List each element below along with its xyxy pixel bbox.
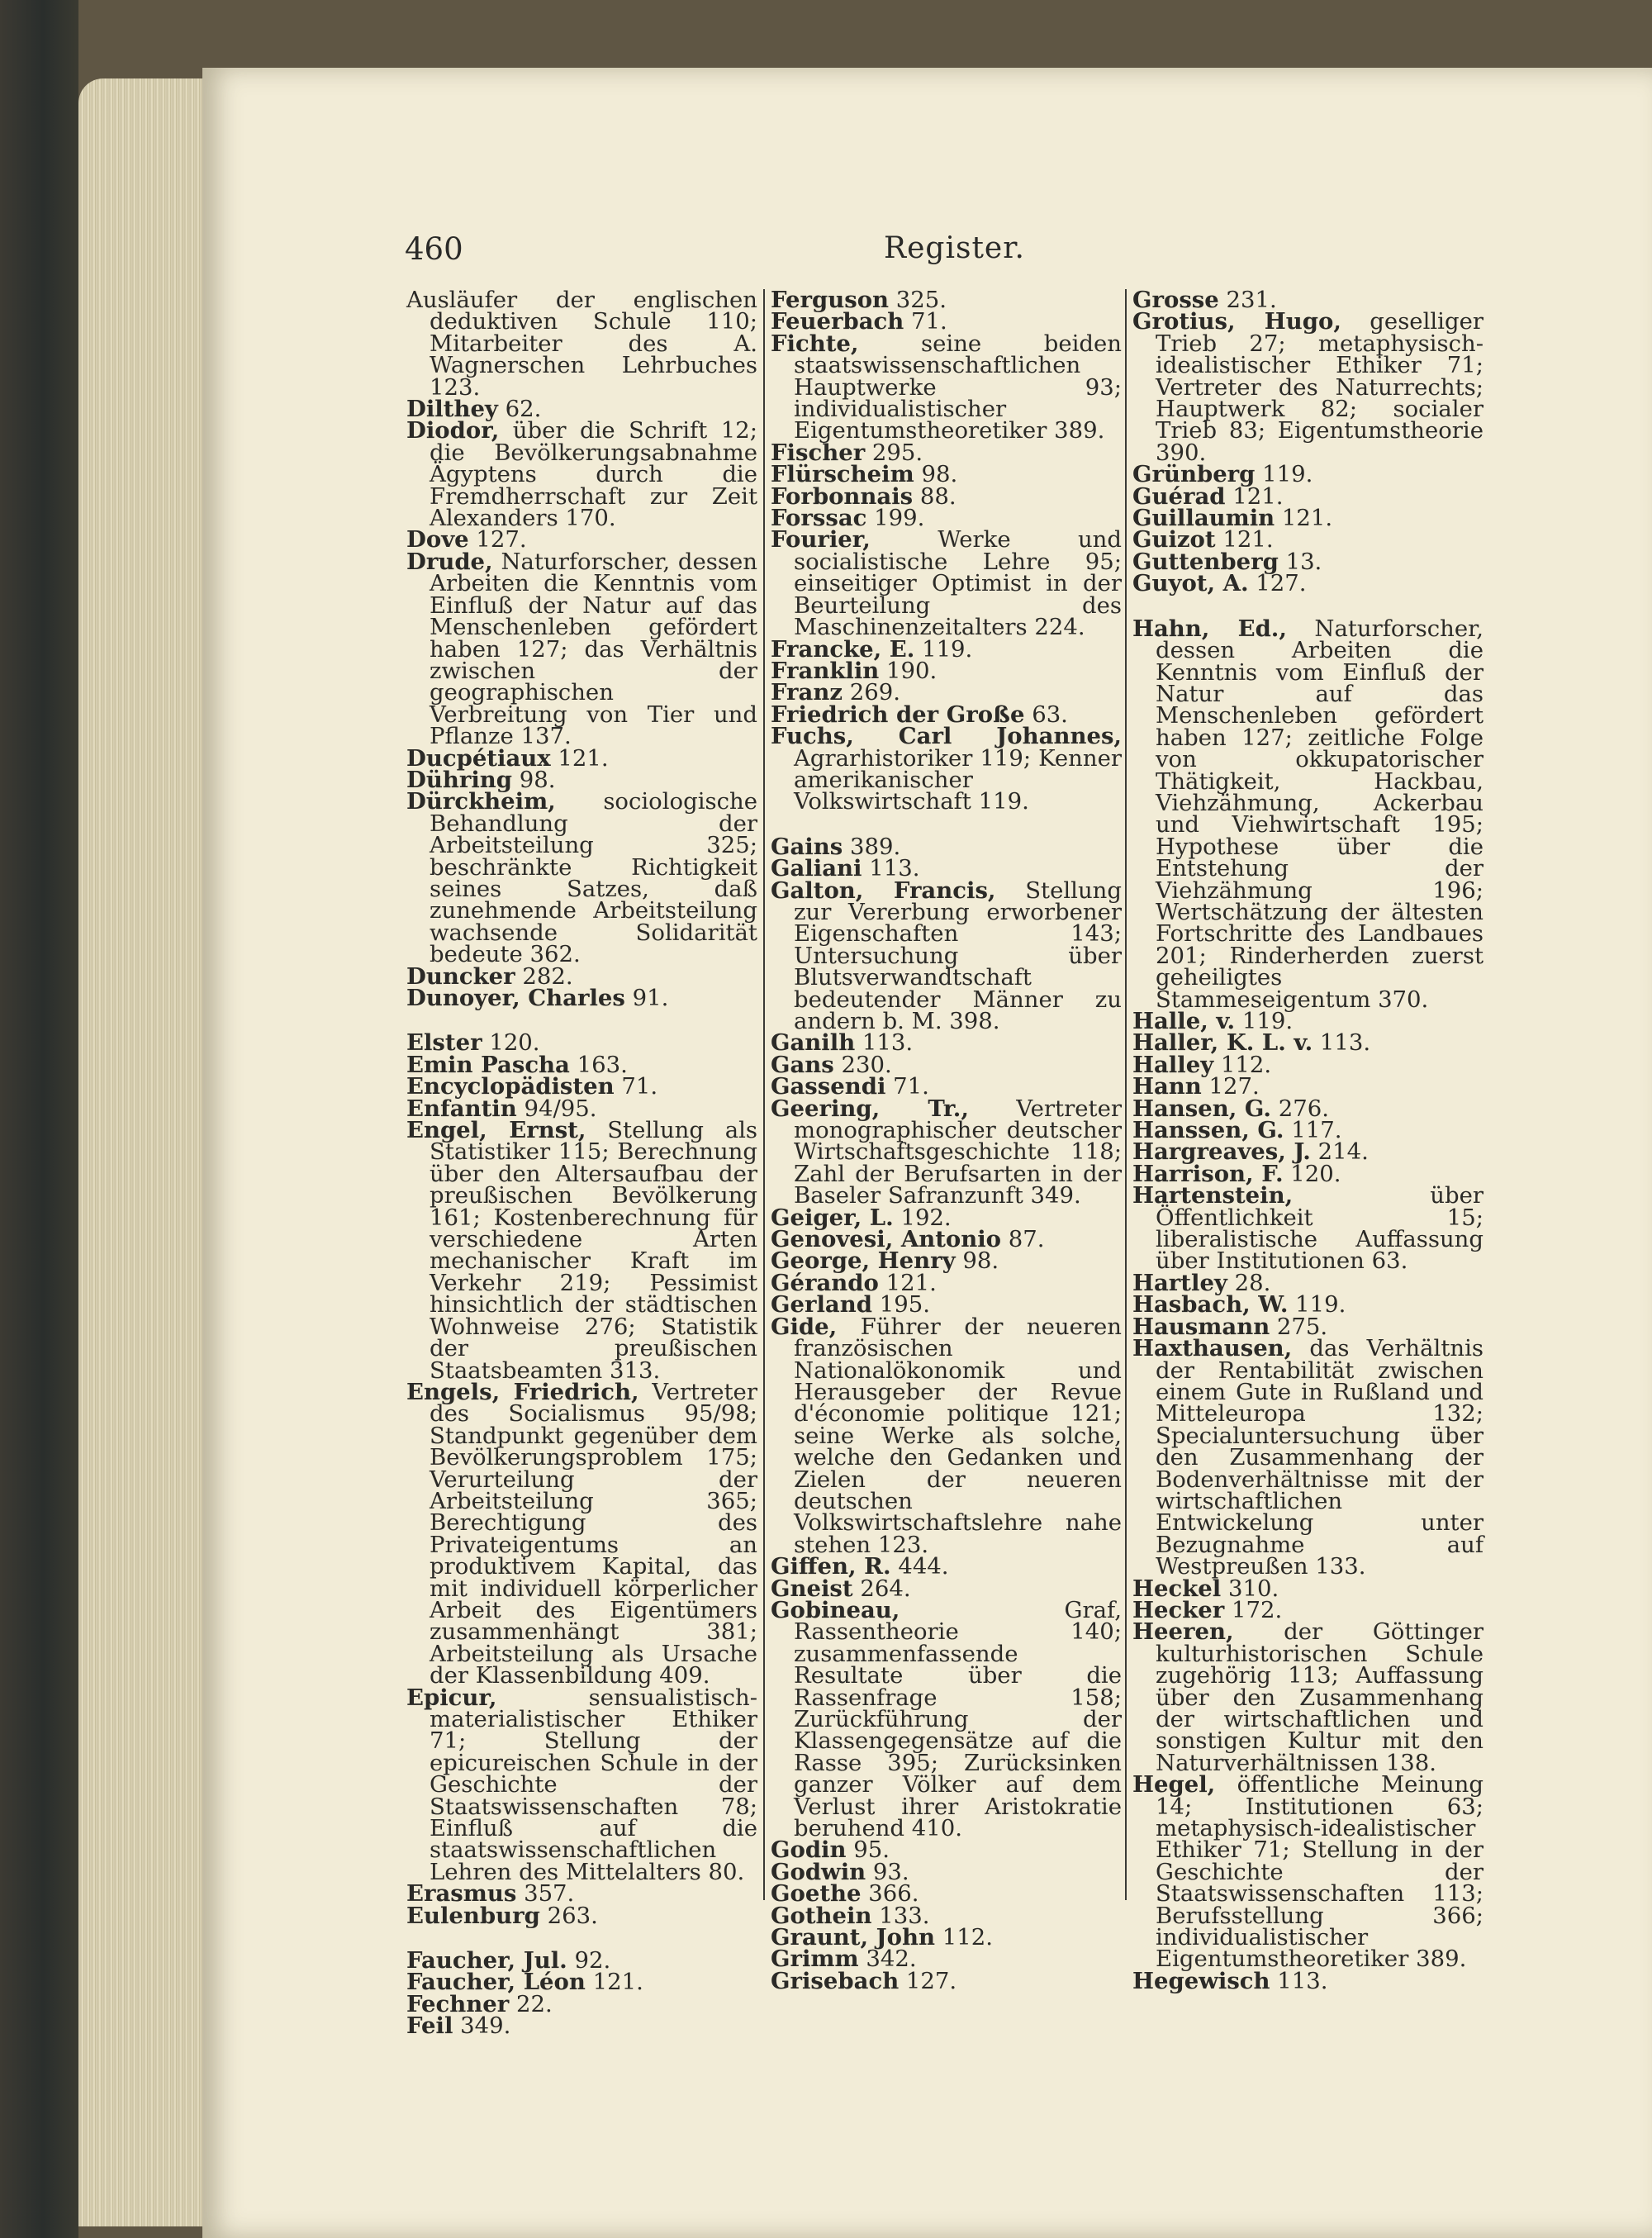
entry-headword: Hanssen, G.: [1132, 1117, 1284, 1144]
column-rule: [1125, 289, 1127, 1900]
entry-text: 133.: [871, 1902, 930, 1929]
entry-text: 214.: [1310, 1138, 1369, 1166]
entry-headword: Faucher, Jul.: [406, 1947, 567, 1974]
entry-text: 199.: [866, 505, 925, 532]
running-title: Register.: [884, 231, 1025, 265]
index-entry: [406, 287, 757, 401]
entry-text: 263.: [539, 1902, 598, 1929]
entry-text: 121.: [878, 1269, 937, 1296]
entry-headword: Ducpétiaux: [406, 744, 551, 772]
entry-headword: Geering, Tr.,: [771, 1095, 969, 1122]
entry-headword: Erasmus: [406, 1880, 517, 1908]
entry-text: Graf, Rassentheorie 140; zusammenfassende Resultate über die Rassenfrage 158; Zurückführung der Klassengegensätze auf die Rasse 395; Zurücksinken ganzer Völker auf dem Verlust ihrer Aristokratie beruhend 410.: [794, 1596, 1122, 1842]
index-entry: [406, 1378, 757, 1689]
entry-text: 119.: [1288, 1291, 1346, 1319]
entry-headword: Godwin: [771, 1858, 866, 1885]
entry-text: 113.: [1270, 1967, 1328, 1994]
entry-text: 121.: [550, 744, 609, 772]
entry-headword: Enfantin: [406, 1095, 517, 1122]
index-entry: [771, 1313, 1122, 1558]
entry-headword: Emin Pascha: [406, 1051, 570, 1078]
entry-text: 119.: [914, 635, 973, 663]
entry-text: 71.: [885, 1073, 929, 1100]
entry-text: 119.: [1235, 1008, 1294, 1034]
entry-text: 127.: [468, 526, 527, 554]
entry-headword: Hasbach, W.: [1132, 1291, 1289, 1319]
entry-text: Werke und socialistische Lehre 95; einseitiger Optimist in der Beurteilung des Maschinenzeitalters 224.: [794, 526, 1122, 641]
index-entry: [771, 1095, 1122, 1209]
entry-headword: Gans: [771, 1051, 834, 1078]
entry-headword: Fechner: [406, 1990, 510, 2017]
entry-headword: Hartley: [1132, 1269, 1227, 1296]
entry-text: 295.: [865, 439, 923, 466]
entry-headword: Gerland: [771, 1291, 872, 1319]
index-column-2: [771, 287, 1122, 1994]
entry-headword: Grisebach: [771, 1967, 900, 1994]
entry-headword: Epicur,: [406, 1684, 497, 1711]
entry-text: 357.: [516, 1880, 575, 1908]
index-entry: [1132, 615, 1484, 1013]
entry-text: 98.: [914, 461, 958, 488]
entry-headword: Hegel,: [1132, 1771, 1216, 1798]
entry-headword: Gobineau,: [771, 1596, 900, 1623]
entry-text: 71.: [904, 308, 947, 335]
entry-headword: Hansen, G.: [1132, 1095, 1271, 1122]
entry-text: 113.: [855, 1029, 914, 1057]
entry-headword: Hegewisch: [1132, 1967, 1270, 1994]
entry-headword: Diodor,: [406, 417, 500, 444]
entry-headword: Guyot, A.: [1132, 570, 1249, 597]
index-column-3: [1132, 287, 1484, 1994]
index-entry: [406, 1902, 757, 1929]
index-entry: [771, 1596, 1122, 1842]
entry-text: Stellung als Statistiker 115; Berechnung über den Altersaufbau der preußischen Bevölkerung 161; Kostenberechnung für verschiedene Arten mechanischer Kraft im Verkehr 219; Pessimist hinsichtlich der städtischen Wohnweise 276; Statistik der preußischen Staatsbeamten 313.: [430, 1117, 757, 1384]
entry-text: sociologische Behandlung der Arbeitsteilung 325; beschränkte Richtigkeit seines Satzes, daß zunehmende Arbeitsteilung wachsende Solidarität bedeute 362.: [430, 788, 757, 968]
entry-text: 92.: [567, 1947, 611, 1974]
entry-headword: Elster: [406, 1029, 482, 1057]
entry-text: 276.: [1271, 1095, 1329, 1122]
entry-headword: Flürscheim: [771, 461, 914, 488]
entry-headword: Gérando: [771, 1269, 879, 1296]
entry-text: Ausläufer der englischen deduktiven Schule 110; Mitarbeiter des A. Wagnerschen Lehrbuches 123.: [406, 287, 757, 401]
entry-headword: Haxthausen,: [1132, 1335, 1293, 1362]
entry-headword: Guérad: [1132, 482, 1226, 510]
entry-headword: Fuchs, Carl Johannes,: [771, 723, 1122, 750]
entry-headword: Gneist: [771, 1575, 853, 1602]
entry-headword: Encyclopädisten: [406, 1073, 615, 1100]
entry-text: 192.: [893, 1204, 952, 1231]
entry-text: Vertreter monographischer deutscher Wirtschaftsgeschichte 118; Zahl der Berufsarten in der Baseler Safranzunft 349.: [794, 1095, 1122, 1209]
section-gap: [1132, 595, 1483, 618]
entry-headword: Grotius, Hugo,: [1132, 308, 1341, 335]
entry-headword: Eulenburg: [406, 1902, 540, 1929]
entry-headword: Guttenberg: [1132, 548, 1279, 575]
entry-text: 113.: [862, 855, 920, 882]
entry-text: 127.: [899, 1967, 957, 1994]
entry-text: 195.: [871, 1291, 930, 1319]
entry-text: 112.: [1213, 1051, 1272, 1078]
entry-headword: Halle, v.: [1132, 1008, 1236, 1034]
section-gap: [771, 813, 1122, 836]
entry-headword: Grosse: [1132, 287, 1219, 313]
entry-headword: Duncker: [406, 962, 515, 990]
entry-headword: Gains: [771, 833, 843, 860]
entry-text: 93.: [866, 1858, 909, 1885]
entry-text: 121.: [1275, 505, 1333, 532]
entry-text: 120.: [482, 1029, 540, 1057]
entry-headword: Heckel: [1132, 1575, 1222, 1602]
index-entry: [1132, 1967, 1483, 1994]
entry-text: 28.: [1227, 1269, 1271, 1296]
entry-headword: Franklin: [771, 657, 880, 684]
entry-headword: Fischer: [771, 439, 866, 466]
entry-text: 269.: [842, 679, 900, 706]
entry-text: 113.: [1313, 1029, 1371, 1057]
entry-headword: Feil: [406, 2012, 453, 2040]
entry-text: der Göttinger kulturhistorischen Schule zugehörig 113; Auffassung über den Zusammenhang der wirtschaftlichen und sonstigen Kultur mit den Naturverhältnissen 138.: [1156, 1618, 1483, 1776]
entry-headword: Hecker: [1132, 1596, 1225, 1623]
page-edges: [78, 78, 202, 2226]
entry-text: 63.: [1024, 701, 1068, 728]
index-entry: [1132, 308, 1483, 466]
entry-headword: Heeren,: [1132, 1618, 1234, 1646]
entry-headword: Halley: [1132, 1051, 1214, 1078]
entry-headword: Galiani: [771, 855, 862, 882]
entry-text: Stellung zur Vererbung erworbener Eigenschaften 143; Untersuchung über Blutsverwandtschaft bedeutender Männer zu andern b. M. 398.: [794, 877, 1122, 1034]
entry-text: 98.: [512, 766, 556, 793]
index-entry: [406, 788, 757, 968]
index-entry: [1132, 1771, 1483, 1973]
entry-headword: Franz: [771, 679, 843, 706]
entry-headword: Forbonnais: [771, 482, 914, 510]
entry-headword: Dürckheim,: [406, 788, 556, 815]
entry-text: 88.: [913, 482, 957, 510]
entry-text: 163.: [569, 1051, 628, 1078]
index-entry: [406, 1684, 757, 1885]
section-gap: [406, 1927, 757, 1950]
entry-text: 282.: [515, 962, 573, 990]
entry-headword: Ganilh: [771, 1029, 856, 1057]
index-entry: [406, 1117, 757, 1384]
entry-headword: Hausmann: [1132, 1313, 1270, 1340]
entry-text: 117.: [1284, 1117, 1342, 1144]
entry-text: 121.: [1225, 482, 1284, 510]
entry-text: 389.: [843, 833, 901, 860]
entry-text: 310.: [1221, 1575, 1279, 1602]
entry-text: über Öffentlichkeit 15; liberalistische Auffassung über Institutionen 63.: [1156, 1182, 1483, 1275]
entry-text: seine beiden staatswissenschaftlichen Hauptwerke 93; individualistischer Eigentumstheoretiker 389.: [794, 330, 1122, 444]
entry-text: Agrarhistoriker 119; Kenner amerikanischer Volkswirtschaft 119.: [794, 744, 1122, 815]
entry-headword: Genovesi, Antonio: [771, 1226, 1002, 1253]
entry-text: 230.: [833, 1051, 892, 1078]
index-entry: [406, 548, 757, 750]
entry-headword: Godin: [771, 1836, 847, 1864]
entry-text: 62.: [497, 396, 542, 423]
entry-text: 342.: [858, 1946, 917, 1973]
entry-headword: Ferguson: [771, 287, 890, 313]
entry-text: 275.: [1270, 1313, 1328, 1340]
entry-headword: Engel, Ernst,: [406, 1117, 586, 1144]
entry-text: 22.: [509, 1990, 553, 2017]
entry-text: 119.: [1255, 461, 1313, 488]
entry-headword: Hargreaves, J.: [1132, 1138, 1311, 1166]
entry-text: Naturforscher, dessen Arbeiten die Kenntnis vom Einfluß der Natur auf das Menschenleben gefördert haben 127; das Verhältnis zwischen der geographischen Verbreitung von Tier und Pflanze 137.: [430, 548, 757, 750]
entry-headword: Dilthey: [406, 396, 498, 423]
entry-headword: Grünberg: [1132, 461, 1256, 488]
entry-text: 127.: [1248, 570, 1307, 597]
index-entry: [406, 417, 757, 532]
entry-headword: Galton, Francis,: [771, 877, 996, 904]
entry-text: sensualistisch-materialistischer Ethiker 71; Stellung der epicureischen Schule in der Geschichte der Staatswissenschaften 78; Einfluß auf die staatswissenschaftlichen Lehren des Mittelalters 80.: [430, 1684, 757, 1885]
entry-headword: Gassendi: [771, 1073, 886, 1100]
index-entry: [1132, 1182, 1483, 1275]
entry-text: 349.: [453, 2012, 511, 2040]
entry-text: 13.: [1278, 548, 1322, 575]
entry-text: 172.: [1224, 1596, 1283, 1623]
index-entry: [1132, 1335, 1483, 1580]
index-entry: [771, 877, 1122, 1034]
entry-headword: Drude,: [406, 548, 493, 575]
entry-text: Naturforscher, dessen Arbeiten die Kenntnis vom Einfluß der Natur auf das Menschenleben gefördert haben 127; zeitliche Folge von okkupatorischer Thätigkeit, Hackbau, Viehzähmung, Ackerbau und Viehwirtschaft 195; Hypothese über die Entstehung der Viehzähmung 196; Wertschätzung der ältesten Fortschritte des Landbaues 201; Rinderherden zuerst geheiligtes Stammeseigentum 370.: [1156, 615, 1484, 1013]
entry-headword: Hartenstein,: [1132, 1182, 1294, 1209]
entry-text: 91.: [624, 985, 669, 1011]
entry-headword: Giffen, R.: [771, 1553, 891, 1580]
entry-text: Vertreter des Socialismus 95/98; Standpunkt gegenüber dem Bevölkerungsproblem 175; Verurteilung der Arbeitsteilung 365; Berechtigung des Privateigentums an produktivem Kapital, das mit individuell körperlicher Arbeit des Eigentümers zusammenhängt 381; Arbeitsteilung als Ursache der Klassenbildung 409.: [430, 1378, 757, 1689]
index-entry: [771, 330, 1122, 444]
entry-text: 121.: [585, 1969, 643, 1996]
entry-headword: George, Henry: [771, 1247, 956, 1275]
entry-headword: Feuerbach: [771, 308, 904, 335]
index-entry: [406, 987, 757, 1009]
entry-headword: Friedrich der Große: [771, 701, 1025, 728]
entry-text: das Verhältnis der Rentabilität zwischen einem Gute in Rußland und Mitteleuropa 132; Specialuntersuchung über den Zusammenhang der Bodenverhältnisse mit der wirtschaftlichen Entwickelung unter Bezugnahme auf Westpreußen 133.: [1156, 1335, 1483, 1580]
entry-text: 112.: [934, 1924, 993, 1951]
entry-text: 366.: [861, 1880, 919, 1908]
entry-text: 87.: [1001, 1226, 1045, 1253]
entry-text: 127.: [1201, 1073, 1260, 1100]
entry-headword: Gothein: [771, 1902, 872, 1929]
entry-headword: Fourier,: [771, 526, 871, 554]
entry-text: öffentliche Meinung 14; Institutionen 63; metaphysisch-idealistischer Ethiker 71; Stellung in der Geschichte der Staatswissenschaften 113; Berufsstellung 366; individualistischer Eigentumstheoretiker 389.: [1156, 1771, 1483, 1973]
column-rule: [763, 289, 765, 1900]
entry-headword: Francke, E.: [771, 635, 915, 663]
entry-headword: Forssac: [771, 505, 867, 532]
index-column-1: [406, 287, 757, 2040]
index-entry: [1132, 1618, 1483, 1776]
entry-headword: Gide,: [771, 1313, 838, 1340]
index-entry: [1132, 570, 1483, 597]
entry-text: Führer der neueren französischen Nationalökonomik und Herausgeber der Revue d'économie politique 121; seine Werke als solche, welche den Gedanken und Zielen der neueren deutschen Volkswirtschaftslehre nahe stehen 123.: [794, 1313, 1122, 1558]
section-gap: [406, 1009, 757, 1032]
entry-headword: Goethe: [771, 1880, 862, 1908]
index-entry: [406, 2012, 757, 2040]
entry-headword: Geiger, L.: [771, 1204, 894, 1231]
entry-headword: Haller, K. L. v.: [1132, 1029, 1313, 1057]
entry-headword: Guillaumin: [1132, 505, 1275, 532]
entry-text: 95.: [846, 1836, 890, 1864]
entry-text: 231.: [1218, 287, 1277, 313]
entry-headword: Graunt, John: [771, 1924, 935, 1951]
index-entry: [771, 526, 1122, 641]
entry-text: 94/95.: [516, 1095, 597, 1122]
entry-headword: Fichte,: [771, 330, 859, 357]
entry-text: 444.: [890, 1553, 949, 1580]
entry-headword: Harrison, F.: [1132, 1160, 1284, 1187]
entry-text: 98.: [955, 1247, 999, 1275]
entry-text: 120.: [1283, 1160, 1341, 1187]
entry-text: 71.: [614, 1073, 658, 1100]
entry-headword: Dove: [406, 526, 469, 554]
entry-headword: Engels, Friedrich,: [406, 1378, 639, 1405]
entry-headword: Hann: [1132, 1073, 1202, 1100]
entry-text: 121.: [1215, 526, 1274, 554]
entry-headword: Dühring: [406, 766, 512, 793]
entry-text: 325.: [889, 287, 947, 313]
entry-headword: Dunoyer, Charles: [406, 985, 625, 1011]
entry-text: 264.: [852, 1575, 911, 1602]
entry-text: 190.: [879, 657, 938, 684]
entry-text: über die Schrift 12; die Bevölkerungsabnahme Ägyptens durch die Fremdherrschaft zur Zeit Alexanders 170.: [430, 417, 757, 532]
page-number: 460: [405, 231, 463, 267]
entry-headword: Guizot: [1132, 526, 1216, 554]
entry-headword: Grimm: [771, 1946, 859, 1973]
index-entry: [771, 725, 1122, 813]
entry-headword: Faucher, Léon: [406, 1969, 586, 1996]
index-entry: [771, 1967, 1122, 1994]
book-spine: [0, 0, 78, 2238]
entry-headword: Hahn, Ed.,: [1132, 615, 1287, 642]
entry-text: geselliger Trieb 27; metaphysisch-idealistischer Ethiker 71; Vertreter des Naturrechts; Hauptwerk 82; socialer Trieb 83; Eigentumstheorie 390.: [1156, 308, 1483, 466]
